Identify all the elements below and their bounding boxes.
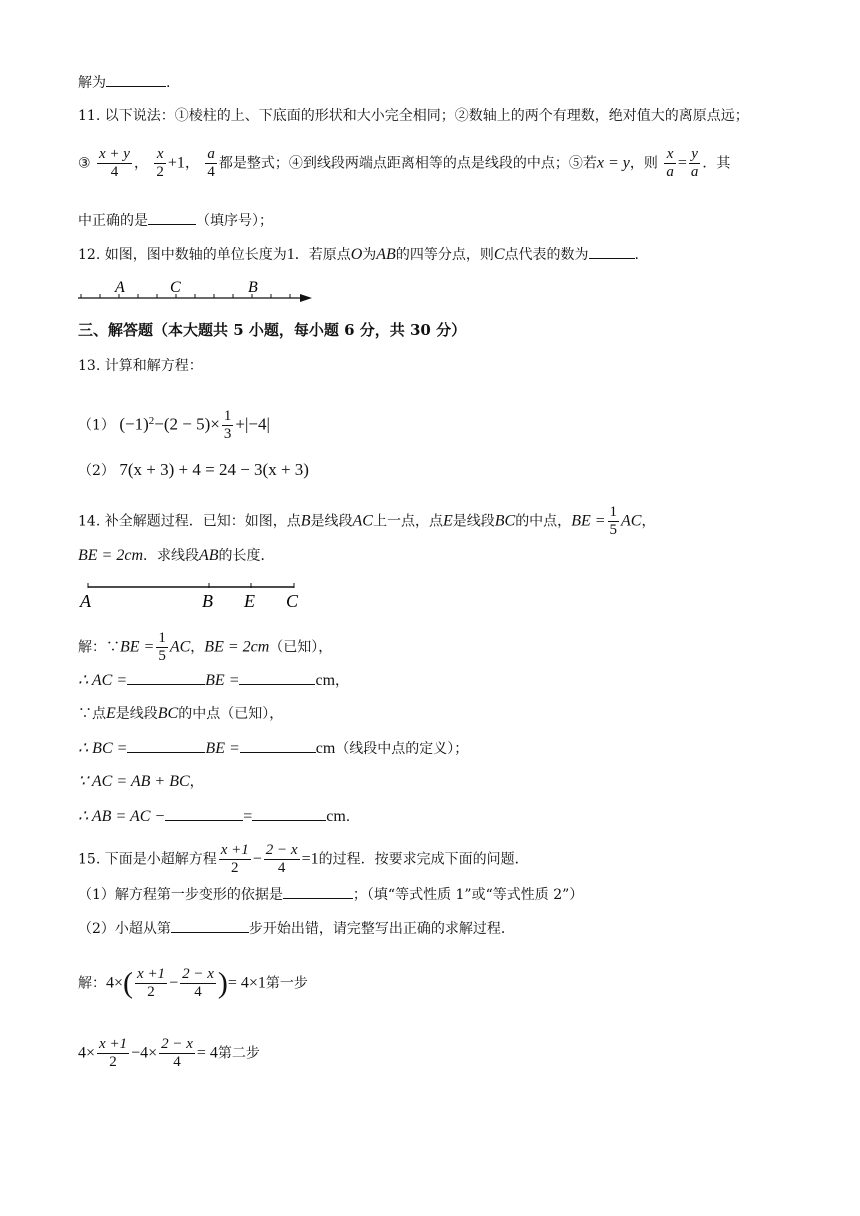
fraction-x-plus-y-over-4: $\frac{x + y}{4}$ [99, 146, 130, 180]
fraction-2-minus-x-over-4: $\frac{2 - x}{4}$ [265, 842, 298, 876]
q13-part1: （1） $(-1)^2-(2 - 5)\times$ $\frac{1}{3}$ +|−4| [78, 408, 270, 442]
fraction-2-minus-x-over-4-step2: $\frac{2 - x}{4}$ [161, 1036, 193, 1070]
q13-title: 13. 计算和解方程： [78, 358, 203, 374]
fraction-y-over-a: $\frac{y}{a}$ [690, 146, 699, 180]
fraction-x-over-2: $\frac{x}{2}$ [156, 146, 164, 180]
blank [165, 806, 243, 821]
q15-line1: 15. 下面是小超解方程 $\frac{x +1}{2}$ − $\frac{2 - x}{4}$ =1的过程．按要求完成下面的问题． [78, 842, 529, 876]
previous-question-tail: 解为 . [78, 72, 170, 93]
blank [239, 670, 315, 685]
q11-line1: 11. 以下说法：①棱柱的上、下底面的形状和大小完全相同；②数轴上的两个有理数，绝对值大的离原点远； [78, 108, 749, 124]
segment-figure [76, 580, 316, 612]
number-line-figure [70, 276, 320, 308]
q13-part2: （2） 7(x + 3) + 4 = 24 − 3(x + 3) [78, 460, 309, 479]
q12-text: 12. 如图，图中数轴的单位长度为1．若原点O为AB的四等分点，则C点代表的数为 . [78, 246, 639, 263]
q14-sol-line6: ∴ AB = AC − = cm. [78, 808, 351, 825]
q14-sol-line1: 解：∵BE = $\frac{1}{5}$ AC，BE = 2cm（已知）， [78, 630, 333, 664]
q12-answer-blank [589, 244, 635, 259]
q15-part2: （2）小超从第 步开始出错，请完整写出正确的求解过程． [78, 918, 515, 939]
q11-line3: 中正确的是 （填序号）； [78, 210, 273, 231]
fraction-x-over-a: $\frac{x}{a}$ [666, 146, 674, 180]
blank [171, 918, 249, 933]
point-label-b: B [248, 279, 258, 296]
q15-part1: （1）解方程第一步变形的依据是 ；（填“等式性质 1”或“等式性质 2”） [78, 884, 583, 905]
blank [127, 738, 205, 753]
fraction-a-over-4: $\frac{a}{4}$ [207, 146, 215, 180]
q15-step2: 4× $\frac{x +1}{2}$ −4× $\frac{2 - x}{4}$ = 4第二步 [78, 1036, 260, 1070]
fraction-one-third: $\frac{1}{3}$ [223, 408, 232, 442]
answer-blank [106, 72, 166, 87]
blank [252, 806, 326, 821]
segment-label-b: B [202, 591, 213, 611]
fraction-one-fifth: $\frac{1}{5}$ [609, 504, 618, 538]
q11-line2: ③ $\frac{x + y}{4}$ ， $\frac{x}{2}$ +1， $\frac{a}{4}$ 都是整式；④到线段两端点距离相等的点是线段的中点；⑤若x = y，则 $\frac{x}{a}$ = $\frac{y}{a}$ ．其 [78, 146, 731, 180]
segment-label-e: E [244, 591, 255, 611]
fraction-x-plus-1-over-2: $\frac{x +1}{2}$ [220, 842, 249, 876]
q14-sol-line5: ∵ AC = AB + BC， [78, 773, 204, 790]
q14-line1: 14. 补全解题过程．已知：如图，点B是线段AC上一点，点E是线段BC的中点，BE = $\frac{1}{5}$ AC， [78, 504, 656, 538]
segment-label-c: C [286, 591, 299, 611]
q14-line2: BE = 2cm．求线段AB的长度． [78, 547, 275, 564]
fraction-one-fifth-2: $\frac{1}{5}$ [158, 630, 166, 664]
section-heading: 三、解答题（本大题共 5 小题，每小题 6 分，共 30 分） [78, 321, 467, 339]
point-label-a: A [115, 279, 125, 296]
fraction-2-minus-x-over-4-step1: $\frac{2 - x}{4}$ [182, 966, 214, 1000]
axis-arrowhead [300, 294, 312, 302]
q11-answer-blank [148, 210, 196, 225]
q14-sol-line3: ∵点E是线段BC的中点（已知）， [78, 705, 284, 722]
segment-label-a: A [80, 591, 91, 611]
fraction-x-plus-1-over-2-step2: $\frac{x +1}{2}$ [99, 1036, 128, 1070]
blank [127, 670, 205, 685]
fraction-x-plus-1-over-2-step1: $\frac{x +1}{2}$ [137, 966, 166, 1000]
blank [240, 738, 316, 753]
q15-step1: 解：4×( $\frac{x +1}{2}$ − $\frac{2 - x}{4}$ )= 4×1第一步 [78, 966, 308, 1000]
q14-sol-line4: ∴ BC = BE = cm（线段中点的定义）； [78, 740, 469, 757]
point-label-c: C [170, 279, 181, 296]
blank [283, 884, 353, 899]
q14-sol-line2: ∴ AC = BE = cm， [78, 672, 350, 689]
